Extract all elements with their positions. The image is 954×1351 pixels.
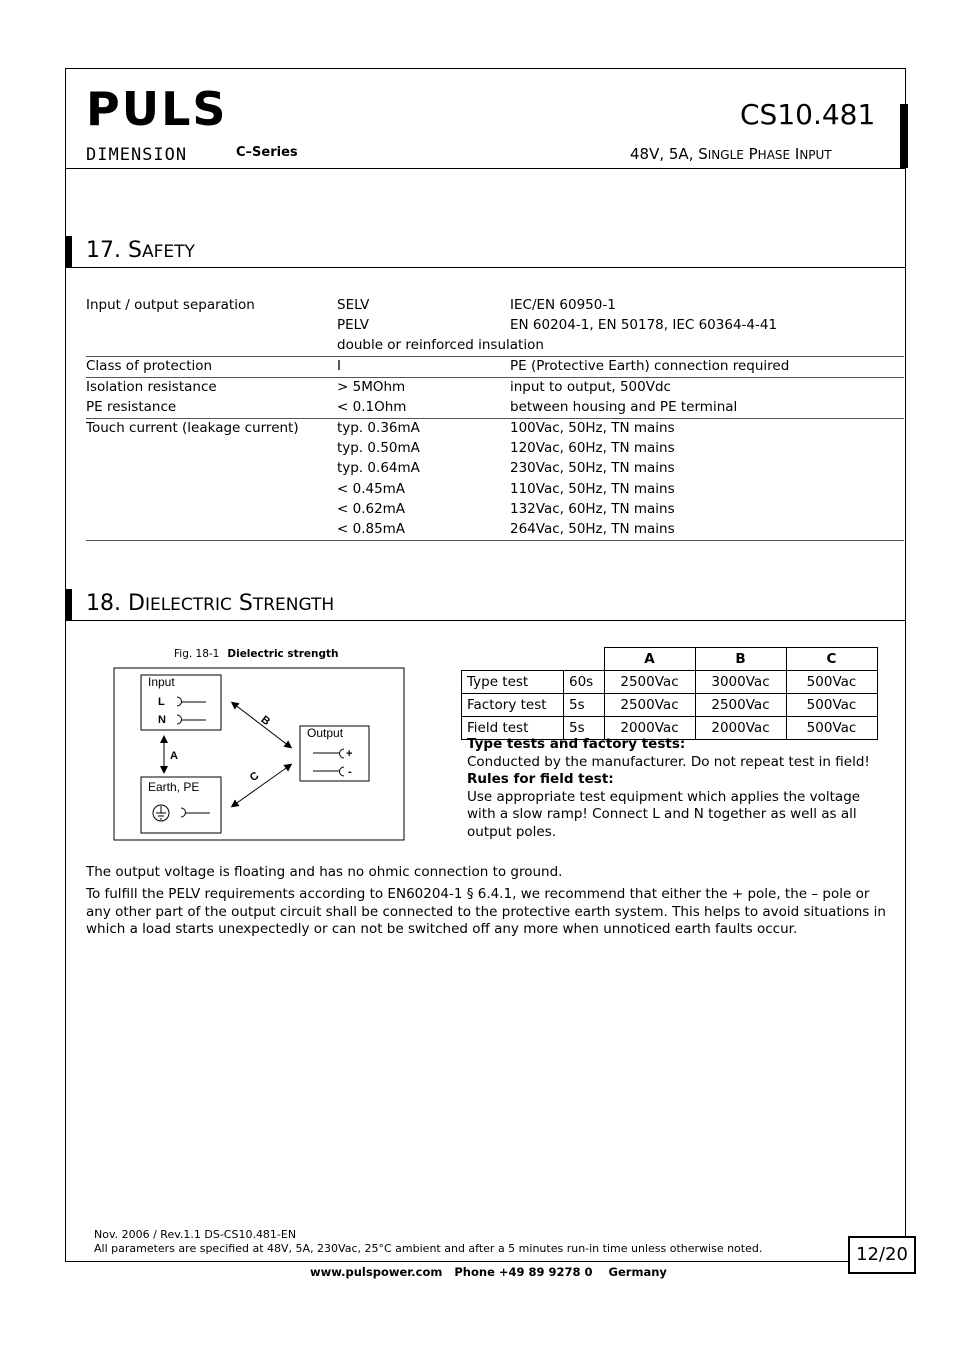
notes-heading-1: Type tests and factory tests: xyxy=(467,736,686,752)
table-row xyxy=(462,671,878,694)
table-cell: 60s xyxy=(564,671,605,694)
safety-row-note: 264Vac, 50Hz, TN mains xyxy=(510,521,675,537)
a-label: A xyxy=(170,750,178,762)
safety-row-note: EN 60204-1, EN 50178, IEC 60364-4-41 xyxy=(510,317,778,333)
table-rule xyxy=(86,377,904,378)
c-label: C xyxy=(247,769,262,785)
b-label: B xyxy=(258,713,273,728)
ground-icon xyxy=(153,805,169,821)
header-accent-bar xyxy=(900,104,908,168)
table-header-cell xyxy=(564,648,605,671)
test-notes xyxy=(467,736,887,841)
diagram-border xyxy=(114,668,404,840)
safety-row-value: double or reinforced insulation xyxy=(337,337,544,353)
conditions-note: All parameters are specified at 48V, 5A, 230Vac, 25°C ambient and after a 5 minutes run-in time unless otherwise noted. xyxy=(94,1242,763,1255)
safety-row-value: PELV xyxy=(337,317,369,333)
figure-caption: Fig. 18-1 Dielectric strength xyxy=(174,648,339,660)
series-label: C–Series xyxy=(236,145,298,160)
frame-right xyxy=(905,68,906,1262)
notes-text-1: Conducted by the manufacturer. Do not repeat test in field! xyxy=(467,753,870,770)
safety-row-note: between housing and PE terminal xyxy=(510,399,738,415)
safety-row-note: PE (Protective Earth) connection required xyxy=(510,358,790,374)
safety-row-value: typ. 0.50mA xyxy=(337,440,420,456)
product-line-logo: DIMENSION xyxy=(86,145,188,165)
table-cell: Type test xyxy=(462,671,564,694)
minus-label: - xyxy=(348,766,352,778)
table-rule xyxy=(86,356,904,357)
paragraph-pelv: To fulfill the PELV requirements according to EN60204-1 § 6.4.1, we recommend that either the + pole, the – pole or any other part of the output circuit shall be connected to the protective earth system. This helps to avoid situations in which a load starts unexpectedly or can not be switched off any more when unnoticed earth faults occur. xyxy=(86,886,886,937)
contact-line: www.pulspower.com Phone +49 89 9278 0 Germany xyxy=(310,1265,667,1279)
notes-text-2: Use appropriate test equipment which applies the voltage with a slow ramp! Connect L and N together as well as all output poles. xyxy=(467,788,861,840)
safety-row-note: input to output, 500Vdc xyxy=(510,379,671,395)
safety-row-label: Isolation resistance xyxy=(86,379,217,395)
l-label: L xyxy=(158,696,165,708)
dielectric-diagram xyxy=(113,667,406,842)
safety-row-value: < 0.85mA xyxy=(337,521,406,537)
table-row xyxy=(462,694,878,717)
table-cell: 5s xyxy=(564,694,605,717)
output-label: Output xyxy=(307,726,344,740)
brand-logo: PULS xyxy=(86,82,228,136)
model-number: CS10.481 xyxy=(740,98,876,131)
paragraph-floating: The output voltage is floating and has no ohmic connection to ground. xyxy=(86,864,563,880)
safety-row-value: typ. 0.64mA xyxy=(337,460,420,476)
safety-row-value: typ. 0.36mA xyxy=(337,420,420,436)
arrow-c xyxy=(234,766,289,805)
safety-row-label: Class of protection xyxy=(86,358,213,374)
table-cell: 2500Vac xyxy=(604,671,695,694)
safety-row-note: 120Vac, 60Hz, TN mains xyxy=(510,440,675,456)
safety-row-value: < 0.1Ohm xyxy=(337,399,407,415)
safety-row-value: < 0.45mA xyxy=(337,481,406,497)
table-cell: Factory test xyxy=(462,694,564,717)
header-divider xyxy=(65,168,906,169)
safety-row-note: 230Vac, 50Hz, TN mains xyxy=(510,460,675,476)
safety-row-label: Input / output separation xyxy=(86,297,255,313)
safety-row-label: PE resistance xyxy=(86,399,177,415)
table-cell: 500Vac xyxy=(786,694,877,717)
safety-row-note: 100Vac, 50Hz, TN mains xyxy=(510,420,675,436)
safety-row-value: SELV xyxy=(337,297,370,313)
table-rule xyxy=(86,540,904,541)
table-header-cell: B xyxy=(695,648,786,671)
table-cell: 2000Vac xyxy=(604,717,695,740)
table-cell: 2500Vac xyxy=(695,694,786,717)
n-terminal-icon xyxy=(177,715,206,724)
table-header-row xyxy=(462,648,878,671)
input-label: Input xyxy=(148,675,175,689)
safety-row-note: 132Vac, 60Hz, TN mains xyxy=(510,501,675,517)
dielectric-table xyxy=(461,647,878,740)
table-header-cell: A xyxy=(604,648,695,671)
l-terminal-icon xyxy=(177,697,206,706)
table-cell: 500Vac xyxy=(786,717,877,740)
table-cell: 3000Vac xyxy=(695,671,786,694)
plus-terminal-icon xyxy=(313,749,344,758)
safety-row-value: > 5MOhm xyxy=(337,379,406,395)
pe-terminal-icon xyxy=(181,808,210,817)
page-number: 12/20 xyxy=(848,1236,916,1274)
table-header-cell: C xyxy=(786,648,877,671)
table-cell: Field test xyxy=(462,717,564,740)
safety-row-note: 110Vac, 50Hz, TN mains xyxy=(510,481,675,497)
model-subtitle: 48V, 5A, SINGLE PHASE INPUT xyxy=(630,145,832,163)
table-rule xyxy=(86,418,904,419)
notes-heading-2: Rules for field test: xyxy=(467,771,614,787)
frame-bottom xyxy=(65,1261,906,1262)
earth-label: Earth, PE xyxy=(148,780,200,794)
table-cell: 500Vac xyxy=(786,671,877,694)
section-marker xyxy=(66,236,72,268)
n-label: N xyxy=(158,714,166,726)
revision-note: Nov. 2006 / Rev.1.1 DS-CS10.481-EN xyxy=(94,1228,297,1241)
section-17-title: 17. SAFETY xyxy=(86,238,195,263)
section-18-underline xyxy=(65,620,906,621)
table-header-cell xyxy=(462,648,564,671)
table-cell: 2500Vac xyxy=(604,694,695,717)
section-18-title: 18. DIELECTRIC STRENGTH xyxy=(86,591,335,616)
safety-row-note: IEC/EN 60950-1 xyxy=(510,297,616,313)
section-17-underline xyxy=(65,267,906,268)
plus-label: + xyxy=(346,748,353,760)
minus-terminal-icon xyxy=(313,767,344,776)
table-cell: 2000Vac xyxy=(695,717,786,740)
frame-top xyxy=(65,68,906,69)
safety-row-value: I xyxy=(337,358,341,374)
safety-row-value: < 0.62mA xyxy=(337,501,406,517)
safety-row-label: Touch current (leakage current) xyxy=(86,420,299,436)
section-marker xyxy=(66,589,72,621)
table-cell: 5s xyxy=(564,717,605,740)
